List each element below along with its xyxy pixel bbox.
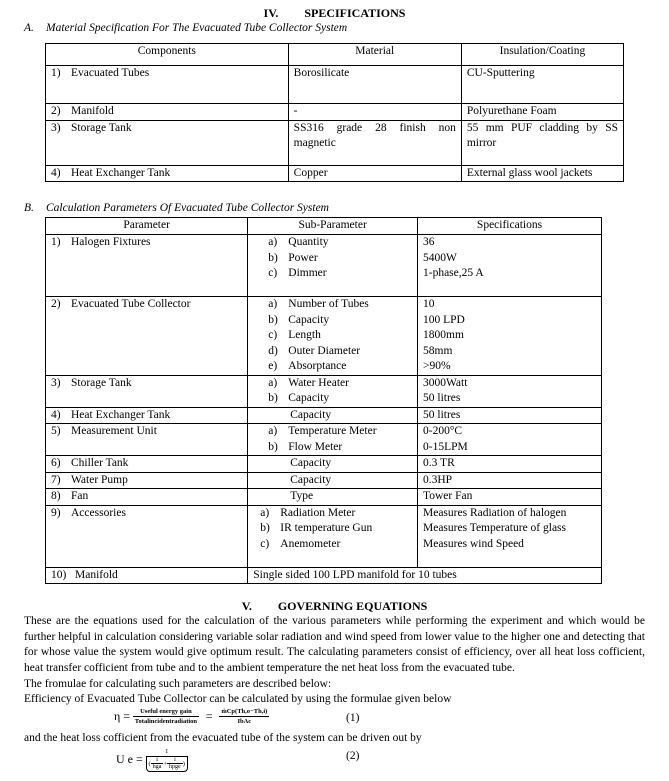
fraction: [219, 707, 269, 726]
equals-sign: =: [205, 709, 213, 723]
spec-value: 1-phase,25 A: [423, 267, 484, 279]
sub-parameter-label: Absorptance: [288, 360, 347, 372]
fraction: [146, 747, 188, 772]
row-number: 8): [51, 490, 61, 502]
subsection-title: Material Specification For The Evacuated Tube Collector System: [46, 22, 348, 34]
section-heading-governing-equations: [0, 599, 669, 614]
sub-parameter-label: Dimmer: [288, 267, 327, 279]
parameter-cell: Chiller Tank: [71, 457, 129, 469]
intro-paragraph: These are the equations used for the calculation of the various parameters while performing the experiment and which would be further helpful in calculation considering variable solar radiation and wind speed from lower value to the higher one and detecting that for whose value the system would give optimum result. The calculating parameters consist of efficiency, over all heat loss cofficient, heat transfer cofficient from tube and to the ambient temperature the net heat loss from the evacuated tube.: [24, 615, 645, 674]
material-cell: SS316 grade 28 finish non magnetic: [288, 120, 461, 165]
calculation-parameters-table: [45, 217, 602, 584]
spec-value: 58mm: [423, 344, 453, 357]
row-number: 7): [51, 473, 61, 486]
parameter-cell: Storage Tank: [71, 376, 132, 389]
table-row: [46, 567, 602, 584]
item-letter: c): [260, 537, 270, 550]
material-cell: -: [288, 104, 461, 121]
row-number: 4): [51, 166, 61, 179]
component-cell: Evacuated Tubes: [71, 67, 150, 79]
row-number: 2): [51, 298, 61, 310]
sub-parameter-label: Quantity: [288, 236, 329, 248]
spec-value: 0-200°C: [423, 425, 463, 437]
sub-parameter-label: Capacity: [248, 456, 418, 473]
sub-parameter-label: Outer Diameter: [288, 344, 361, 357]
sub-parameter-label: Capacity: [248, 472, 418, 489]
row-number: 4): [51, 408, 61, 421]
row-number: 1): [51, 236, 61, 248]
sub-parameter-label: Anemometer: [280, 537, 341, 550]
sub-parameter-label: Capacity: [288, 392, 330, 404]
spec-value: Tower Fan: [418, 489, 602, 506]
row-number: 2): [51, 105, 61, 117]
coating-cell: External glass wool jackets: [461, 165, 623, 182]
parameter-cell: Accessories: [71, 506, 126, 519]
parameter-cell: Evacuated Tube Collector: [71, 298, 191, 310]
table-row: [46, 235, 602, 297]
spec-value: 1800mm: [423, 329, 464, 341]
spec-value: 50 litres: [423, 392, 461, 404]
heat-loss-intro: and the heat loss cofficient from the evacuated tube of the system can be driven out by: [24, 732, 422, 744]
section-heading-specifications: [0, 6, 669, 21]
row-number: 3): [51, 121, 61, 134]
table-row: [46, 407, 602, 424]
table-row: [46, 297, 602, 376]
component-cell: Storage Tank: [71, 121, 132, 134]
spec-value: >90%: [423, 360, 451, 372]
table-row: [46, 505, 602, 567]
sub-parameter-label: Radiation Meter: [280, 506, 356, 519]
sub-parameter-label: Number of Tubes: [288, 298, 369, 310]
subsection-letter: B.: [24, 202, 34, 214]
formulae-intro: The fromulae for calculating such parameters are described below:: [24, 678, 332, 690]
sub-parameter: [268, 266, 412, 282]
sub-parameter: [268, 251, 412, 267]
sub-parameter-label: Capacity: [288, 313, 330, 326]
item-letter: a): [268, 425, 278, 437]
table-row: [46, 66, 624, 104]
spec-value: 0-15LPM: [423, 440, 468, 453]
table-row: [46, 472, 602, 489]
sub-parameter-label: Capacity: [248, 407, 418, 424]
coating-cell: CU-Sputtering: [461, 66, 623, 104]
parameter-cell: Measurement Unit: [71, 425, 157, 437]
table-row: [46, 120, 624, 165]
subsection-a-heading: [24, 22, 347, 34]
equation-lhs: U e =: [116, 752, 143, 766]
parameter-cell: Heat Exchanger Tank: [71, 408, 171, 421]
subsection-b-heading: [24, 202, 329, 214]
denominator: hpge: [169, 764, 181, 770]
sub-parameter-label: Water Heater: [288, 376, 349, 389]
spec-value: 10: [423, 298, 435, 310]
table-row: [46, 165, 624, 182]
efficiency-intro: Efficiency of Evacuated Tube Collector can be calculated by using the formulae given below: [24, 693, 452, 705]
material-cell: Copper: [288, 165, 461, 182]
column-header: Specifications: [418, 218, 602, 235]
sub-parameter-label: Type: [248, 489, 418, 506]
sub-parameter: [268, 313, 412, 329]
sub-parameter-label: Flow Meter: [288, 440, 343, 453]
sub-parameter: [268, 297, 412, 313]
item-letter: a): [260, 506, 270, 519]
sub-parameter: [268, 344, 412, 360]
row-number: 1): [51, 67, 61, 79]
spec-value: Measures Temperature of glass: [423, 522, 567, 534]
sub-parameter: [260, 521, 412, 537]
item-letter: a): [268, 376, 278, 389]
sub-parameter-label: Temperature Meter: [288, 425, 377, 437]
merged-spec-cell: Single sided 100 LPD manifold for 10 tubes: [248, 567, 602, 584]
row-number: 3): [51, 376, 61, 389]
item-letter: c): [268, 329, 278, 341]
sub-parameter: [268, 376, 412, 392]
row-number: 10): [51, 568, 67, 581]
equation-label: (1): [346, 712, 360, 724]
parameter-cell: Fan: [71, 490, 89, 502]
table-row: [46, 375, 602, 407]
table-row: [46, 424, 602, 456]
spec-value: 100 LPD: [423, 313, 465, 326]
column-header: Sub-Parameter: [248, 218, 418, 235]
component-cell: Manifold: [71, 105, 114, 117]
table-row: [46, 489, 602, 506]
section-number: V.: [241, 599, 252, 613]
denominator: ( $\frac{1}{\text{hga}}$ + $\frac{1}{\text{hpge}}$ ): [146, 757, 188, 772]
sub-parameter: [268, 424, 412, 440]
column-header: Parameter: [46, 218, 248, 235]
section-title: GOVERNING EQUATIONS: [277, 599, 428, 613]
item-letter: a): [268, 236, 278, 248]
component-cell: Heat Exchanger Tank: [71, 166, 171, 179]
parameter-cell: Water Pump: [71, 473, 128, 486]
equation-label: (2): [346, 750, 360, 762]
parameter-cell: Manifold: [75, 568, 118, 581]
material-cell: Borosilicate: [288, 66, 461, 104]
spec-value: Measures Radiation of halogen: [423, 506, 567, 519]
denominator: Totalincidentradiation: [134, 718, 198, 725]
item-letter: b): [268, 313, 278, 326]
spec-value: 0.3HP: [418, 472, 602, 489]
sub-parameter-label: IR temperature Gun: [280, 522, 373, 534]
numerator: 1: [146, 747, 188, 757]
coating-cell: Polyurethane Foam: [461, 104, 623, 121]
item-letter: b): [268, 251, 278, 264]
item-letter: e): [268, 360, 278, 372]
sub-parameter: [260, 537, 412, 553]
item-letter: b): [260, 522, 270, 534]
spec-value: 50 litres: [418, 407, 602, 424]
parameter-cell: Halogen Fixtures: [71, 236, 151, 248]
spec-value: 5400W: [423, 251, 457, 264]
column-header: Material: [288, 44, 461, 66]
section-number: IV.: [263, 6, 279, 20]
sub-parameter: [268, 391, 412, 407]
denominator: IbAc: [237, 718, 252, 725]
item-letter: d): [268, 344, 278, 357]
numerator: ṁCp(Th,o−Th,i): [221, 708, 268, 715]
equation-efficiency: [114, 707, 269, 726]
sub-parameter: [268, 328, 412, 344]
material-spec-table: [45, 43, 624, 182]
sub-parameter: [268, 440, 412, 456]
denominator: hga: [152, 764, 162, 770]
item-letter: b): [268, 392, 278, 404]
column-header: Insulation/Coating: [461, 44, 623, 66]
sub-parameter: [268, 359, 412, 375]
spec-value: 3000Watt: [423, 376, 468, 389]
numerator: Useful energy gain: [133, 707, 199, 717]
row-number: 5): [51, 425, 61, 437]
sub-parameter-label: Power: [288, 251, 318, 264]
table-row: [46, 456, 602, 473]
row-number: 6): [51, 457, 61, 469]
item-letter: b): [268, 440, 278, 453]
sub-parameter-label: Length: [288, 329, 321, 341]
item-letter: c): [268, 267, 278, 279]
spec-value: Measures wind Speed: [423, 537, 524, 550]
equation-heat-loss: [116, 747, 188, 772]
subsection-title: Calculation Parameters Of Evacuated Tube Collector System: [46, 202, 329, 214]
section-title: SPECIFICATIONS: [304, 6, 406, 20]
equation-lhs: η =: [114, 709, 131, 723]
numerator: 1: [167, 757, 183, 764]
row-number: 9): [51, 506, 61, 519]
coating-cell: 55 mm PUF cladding by SS mirror: [461, 120, 623, 165]
spec-value: 36: [423, 236, 435, 248]
table-row: [46, 104, 624, 121]
column-header: Components: [46, 44, 289, 66]
sub-parameter: [268, 235, 412, 251]
subsection-letter: A.: [24, 22, 34, 34]
fraction: [133, 707, 199, 726]
numerator: 1: [151, 757, 164, 764]
item-letter: a): [268, 298, 278, 310]
sub-parameter: [260, 506, 412, 522]
spec-value: 0.3 TR: [418, 456, 602, 473]
